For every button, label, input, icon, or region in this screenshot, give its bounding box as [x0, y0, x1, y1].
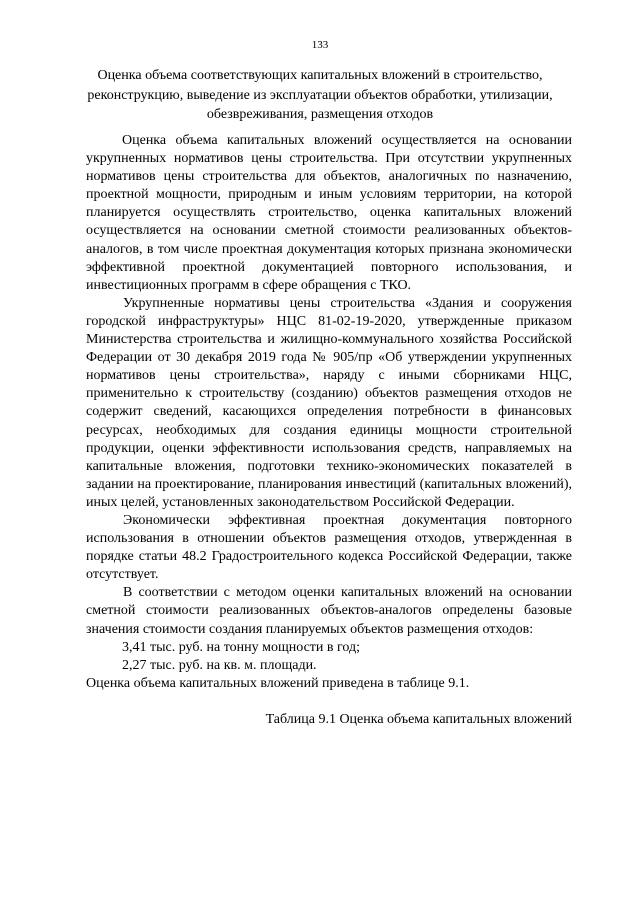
paragraph-analog-method: В соответствии с методом оценки капитальных вложений на основании сметной стоимости реализованных объектов-аналогов определены базовые значения стоимости создания планируемых объектов размещения отходов: [86, 585, 572, 637]
list-item-cost-per-sqm: 2,27 тыс. руб. на кв. м. площади. [122, 657, 317, 673]
closing-line: Оценка объема капитальных вложений приведена в таблице 9.1. [86, 675, 470, 691]
list-item-cost-per-ton: 3,41 тыс. руб. на тонну мощности в год; [122, 639, 361, 655]
section-heading: Оценка объема соответствующих капитальных вложений в строительство, реконструкцию, выведение из эксплуатации объектов обработки, утилизации, обезвреживания, размещения отходов [87, 68, 553, 122]
paragraph-ncs-norms: Укрупненные нормативы цены строительства «Здания и сооружения городской инфраструктуры» НЦС 81-02-19-2020, утвержденные приказом Министерства строительства и жилищно-коммунального хозяйства Российской Федерации от 30 декабря 2019 года № 905/пр «Об утверждении укрупненных нормативов цены строительства», наряду с иными сборниками НЦС, применительно к строительству (созданию) объектов размещения отходов не содержит сведений, касающихся определения потребности в финансовых ресурсах, необходимых для создания единицы мощности строительной продукции, оценки эффективности использования средств, направляемых на капитальные вложения, подготовки технико-экономических показателей в задании на проектирование, планирования инвестиций (капитальных вложений), иных целей, установленных законодательством Российской Федерации. [86, 295, 572, 510]
paragraph-capital-investment-basis: Оценка объема капитальных вложений осуществляется на основании укрупненных нормативов цены строительства. При отсутствии укрупненных нормативов цены строительства для объектов, аналогичных по назначению, проектной мощности, природным и иным условиям территории, на которой планируется осуществлять строительство, оценка капитальных вложений осуществляется на основании сметной стоимости реализованных объектов-аналогов, в том числе проектная документация которых признана экономически эффективной проектной документацией повторного использования, и инвестиционных программ в сфере обращения с ТКО. [86, 133, 572, 293]
page-number: 133 [311, 39, 329, 51]
table-caption: Таблица 9.1 Оценка объема капитальных вложений [265, 711, 572, 727]
document-body [86, 132, 572, 729]
paragraph-reuse-documentation: Экономически эффективная проектная документация повторного использования в отношении объектов размещения отходов, утвержденная в порядке статьи 48.2 Градостроительного кодекса Российской Федерации, также отсутствует. [86, 512, 572, 583]
